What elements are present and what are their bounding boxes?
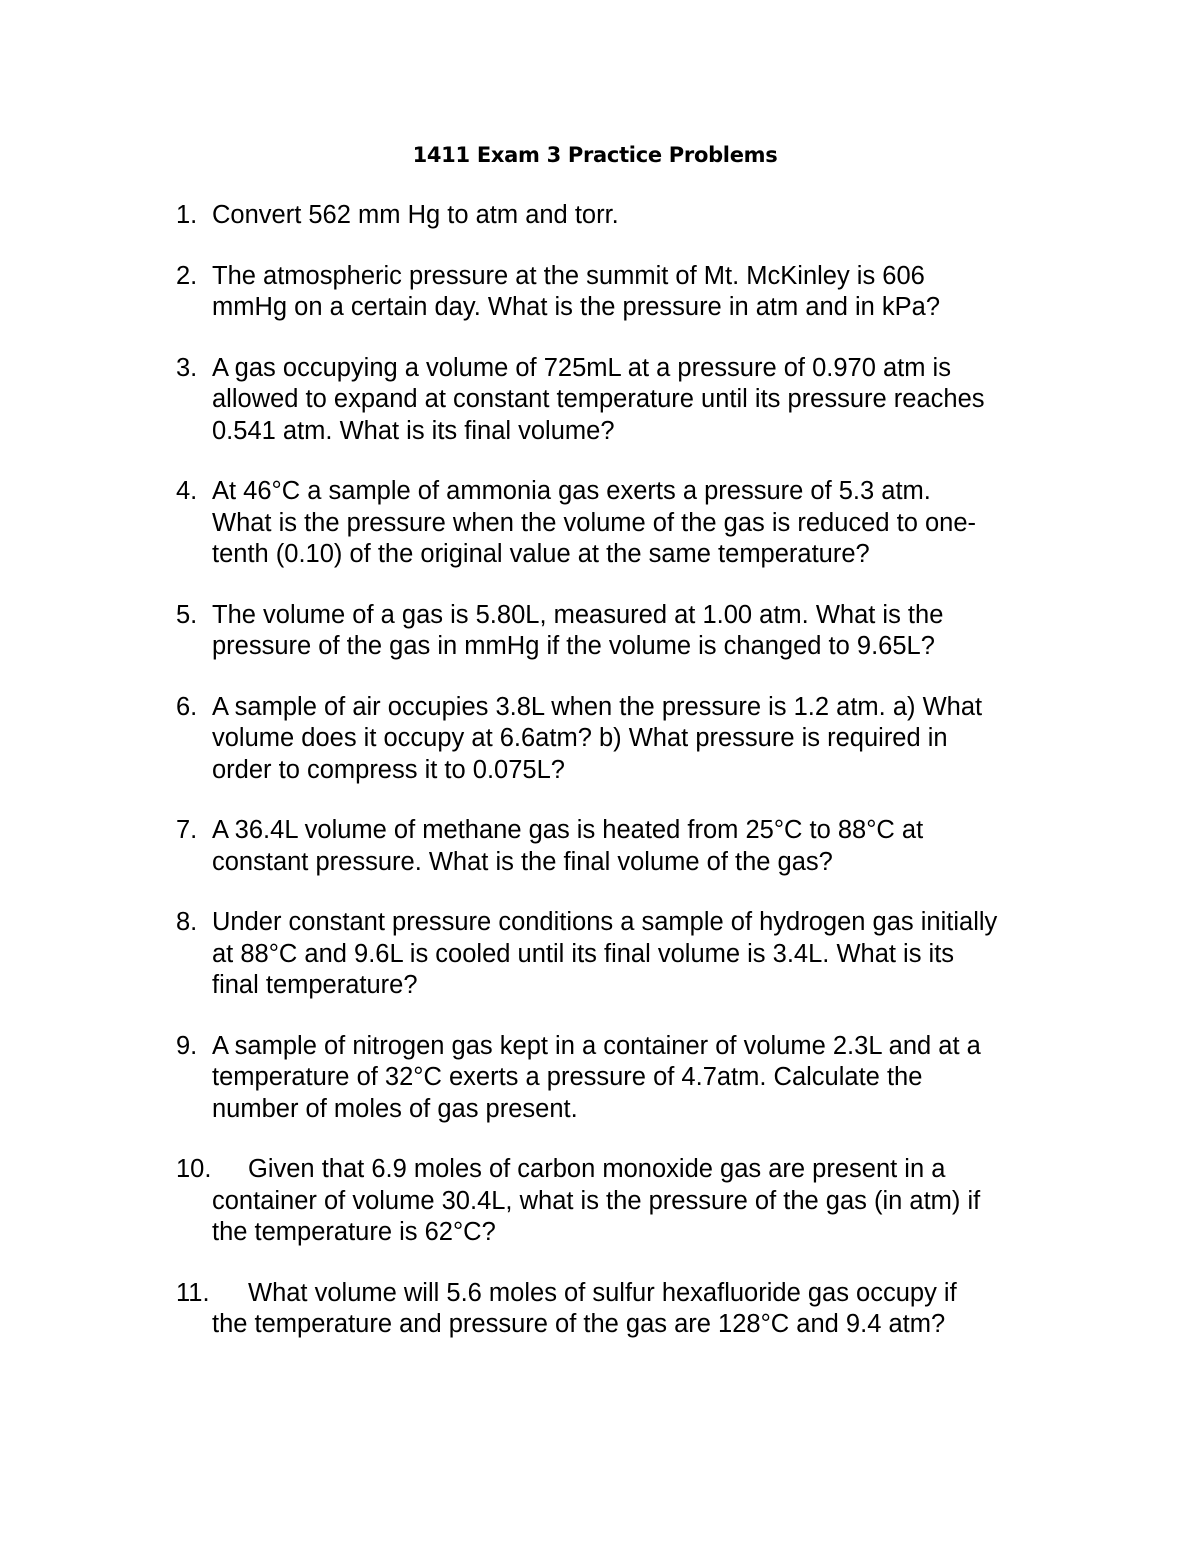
problem-2 — [176, 261, 1076, 324]
problem-number: 2. — [176, 261, 198, 290]
problem-text-line: Convert 562 mm Hg to atm and torr. — [212, 201, 619, 229]
problem-text-line: order to compress it to 0.075L? — [212, 755, 565, 784]
problem-9 — [176, 1031, 1076, 1126]
problem-text-line: The atmospheric pressure at the summit of Mt. McKinley is 606 — [212, 261, 925, 290]
problem-number: 3. — [176, 353, 198, 382]
problem-text-line: Under constant pressure conditions a sample of hydrogen gas initially — [212, 908, 998, 936]
problem-text-line: Given that 6.9 moles of carbon monoxide gas are present in a — [248, 1155, 946, 1183]
problem-number: 9. — [176, 1031, 198, 1060]
problem-1 — [176, 200, 1076, 232]
problem-text-line: constant pressure. What is the final volume of the gas? — [212, 847, 833, 876]
problem-text-line: tenth (0.10) of the original value at the same temperature? — [212, 540, 870, 568]
problem-number: 8. — [176, 908, 198, 936]
problem-text-line: final temperature? — [212, 971, 418, 999]
problem-7 — [176, 815, 1076, 878]
problem-text-line: at 88°C and 9.6L is cooled until its final volume is 3.4L. What is its — [212, 939, 955, 968]
problem-text-line: The volume of a gas is 5.80L, measured at 1.00 atm. What is the — [212, 600, 944, 629]
problem-text-line: mmHg on a certain day. What is the pressure in atm and in kPa? — [212, 293, 941, 321]
problem-text-line: What volume will 5.6 moles of sulfur hexafluoride gas occupy if — [248, 1278, 957, 1307]
problem-number: 7. — [176, 816, 198, 844]
problem-text-line: What is the pressure when the volume of the gas is reduced to one- — [212, 508, 977, 537]
problem-10 — [176, 1154, 1076, 1249]
problem-8 — [176, 907, 1076, 1002]
problem-5 — [176, 600, 1076, 663]
problem-text-line: the temperature is 62°C? — [212, 1218, 496, 1246]
problem-6 — [176, 692, 1076, 787]
problem-text-line: pressure of the gas in mmHg if the volume is changed to 9.65L? — [212, 632, 935, 660]
problem-number: 4. — [176, 477, 198, 505]
problem-text-line: volume does it occupy at 6.6atm? b) What pressure is required in — [212, 724, 948, 752]
problem-4 — [176, 476, 1076, 571]
problem-text-line: allowed to expand at constant temperature until its pressure reaches — [212, 385, 985, 413]
problem-text-line: A 36.4L volume of methane gas is heated from 25°C to 88°C at — [212, 816, 924, 844]
problem-text-line: A gas occupying a volume of 725mL at a pressure of 0.970 atm is — [212, 353, 951, 382]
problem-number: 10. — [176, 1155, 212, 1183]
problem-text-line: A sample of nitrogen gas kept in a container of volume 2.3L and at a — [212, 1031, 981, 1060]
problem-text-line: container of volume 30.4L, what is the pressure of the gas (in atm) if — [212, 1186, 981, 1215]
problem-text-line: At 46°C a sample of ammonia gas exerts a pressure of 5.3 atm. — [212, 477, 931, 505]
problem-3 — [176, 353, 1076, 448]
problem-text-line: 0.541 atm. What is its final volume? — [212, 416, 615, 445]
page-title: 1411 Exam 3 Practice Problems — [412, 143, 778, 167]
problem-text-line: the temperature and pressure of the gas are 128°C and 9.4 atm? — [212, 1310, 946, 1338]
problem-number: 5. — [176, 600, 198, 629]
problem-number: 11. — [176, 1278, 210, 1307]
problem-text-line: number of moles of gas present. — [212, 1094, 578, 1123]
problem-number: 1. — [176, 201, 198, 229]
problem-11 — [176, 1278, 1076, 1341]
problem-text-line: A sample of air occupies 3.8L when the pressure is 1.2 atm. a) What — [212, 692, 983, 721]
problem-number: 6. — [176, 692, 198, 721]
problem-text-line: temperature of 32°C exerts a pressure of 4.7atm. Calculate the — [212, 1063, 923, 1091]
problem-list — [176, 200, 1076, 1370]
